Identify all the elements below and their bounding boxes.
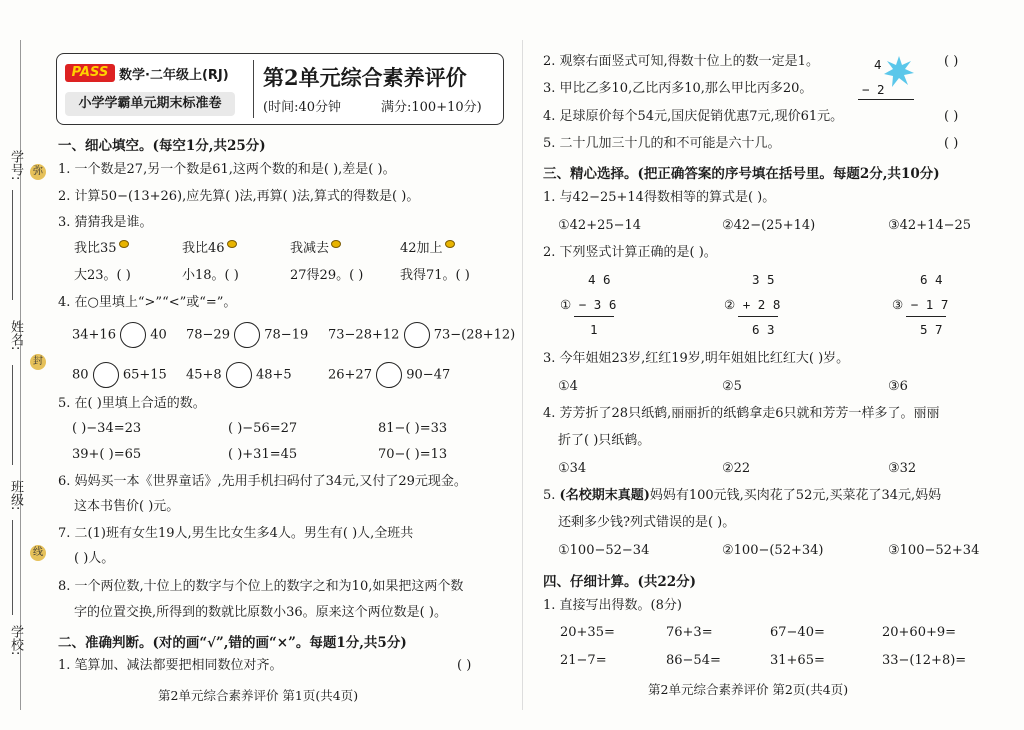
s3-q1-opt2[interactable]: ②42−(25+14) <box>722 218 816 233</box>
field-class[interactable] <box>12 520 13 615</box>
s1-q5-r1-c: 81−( )=33 <box>378 421 448 436</box>
s1-q4-r2-b: 45+8 48+5 <box>186 362 292 388</box>
s1-q6-line1: 6. 妈妈买一本《世界童话》,先用手机扫码付了34元,又付了29元现金。 <box>58 474 467 489</box>
s4-r2-b[interactable]: 86−54= <box>666 653 721 668</box>
s3-q3-opt1[interactable]: ①4 <box>558 379 578 394</box>
seal-xian: 线 <box>30 545 46 561</box>
label-school: 学校: <box>8 625 23 656</box>
section-1-title: 一、细心填空。(每空1分,共25分) <box>58 138 266 154</box>
calc-c-rule <box>906 316 946 317</box>
series-label: 小学学霸单元期末标准卷 <box>65 92 235 116</box>
seal-feng: 封 <box>30 354 46 370</box>
s4-r1-d[interactable]: 20+60+9= <box>882 625 957 640</box>
s1-q8-line2: 字的位置交换,所得到的数就比原数小36。原来这个两位数是( )。 <box>74 605 447 620</box>
s1-q4-r1-b: 78−29 78−19 <box>186 322 308 348</box>
subject-label: 数学·二年级上(RJ) <box>119 68 229 83</box>
calc-a-top: 4 6 <box>588 272 611 287</box>
vt-mid: − 2 <box>862 82 885 97</box>
s4-r2-d[interactable]: 33−(12+8)= <box>882 653 967 668</box>
s1-q3b-line2: 小18。( ) <box>182 268 239 283</box>
s3-q3: 3. 今年姐姐23岁,红红19岁,明年姐姐比红红大( )岁。 <box>543 351 850 366</box>
s1-q5-r2-b: ( )+31=45 <box>228 447 298 462</box>
bee-icon <box>119 240 129 248</box>
s3-q4-opt2[interactable]: ②22 <box>722 461 751 476</box>
s3-q4-line2: 折了( )只纸鹤。 <box>558 433 651 448</box>
s4-r1-c[interactable]: 67−40= <box>770 625 825 640</box>
s3-q4-opt3[interactable]: ③32 <box>888 461 917 476</box>
s3-q2: 2. 下列竖式计算正确的是( )。 <box>543 245 717 260</box>
section-3-title: 三、精心选择。(把正确答案的序号填在括号里。每题2分,共10分) <box>543 166 940 182</box>
calc-b-mid[interactable]: ② + 2 8 <box>724 297 781 312</box>
s1-q5-r1-b: ( )−56=27 <box>228 421 298 436</box>
label-name: 姓名: <box>8 320 23 351</box>
s2-q1: 1. 笔算加、减法都要把相同数位对齐。 <box>58 658 283 673</box>
s3-q1-opt3[interactable]: ③42+14−25 <box>888 218 972 233</box>
s2-q2-answer[interactable]: ( ) <box>944 54 959 69</box>
calc-c-result: 5 7 <box>920 322 943 337</box>
bee-icon <box>331 240 341 248</box>
compare-circle[interactable] <box>93 362 119 388</box>
exam-time: (时间:40分钟 <box>263 100 341 115</box>
s3-q5-opt1[interactable]: ①100−52−34 <box>558 543 650 558</box>
vt-top: 4 <box>874 57 882 72</box>
s2-q3: 3. 甲比乙多10,乙比丙多10,那么甲比丙多20。 <box>543 81 813 96</box>
section-4-title: 四、仔细计算。(共22分) <box>543 574 697 590</box>
s1-q7-line2: ( )人。 <box>74 551 115 566</box>
seal-mi: 弥 <box>30 164 46 180</box>
s1-q3a-line1: 我比35 <box>74 240 129 258</box>
calc-a-result: 1 <box>590 322 598 337</box>
s3-q4-opt1[interactable]: ①34 <box>558 461 587 476</box>
s1-q5-r2-c: 70−( )=13 <box>378 447 448 462</box>
exam-score: 满分:100+10分) <box>381 100 482 115</box>
calc-b-top: 3 5 <box>752 272 775 287</box>
bee-icon <box>445 240 455 248</box>
vt-rule <box>858 99 914 100</box>
section-2-title: 二、准确判断。(对的画“√”,错的画“×”。每题1分,共5分) <box>58 635 407 651</box>
s1-q4-r2-a: 80 65+15 <box>72 362 167 388</box>
s3-q4-line1: 4. 芳芳折了28只纸鹤,丽丽折的纸鹤拿走6只就和芳芳一样多了。丽丽 <box>543 406 940 421</box>
s1-q7-line1: 7. 二(1)班有女生19人,男生比女生多4人。男生有( )人,全班共 <box>58 526 414 541</box>
s1-q3b-line1: 我比46 <box>182 240 237 258</box>
s3-q5-opt3[interactable]: ③100−52+34 <box>888 543 980 558</box>
binding-line <box>20 40 21 710</box>
calc-b-rule <box>738 316 778 317</box>
calc-a-mid[interactable]: ① − 3 6 <box>560 297 617 312</box>
s3-q1: 1. 与42−25+14得数相等的算式是( )。 <box>543 190 776 205</box>
calc-c-top: 6 4 <box>920 272 943 287</box>
s1-q5-r1-a: ( )−34=23 <box>72 421 142 436</box>
s2-q4: 4. 足球原价每个54元,国庆促销优惠7元,现价61元。 <box>543 109 844 124</box>
s3-q5-line2: 还剩多少钱?列式错误的是( )。 <box>558 515 736 530</box>
compare-circle[interactable] <box>376 362 402 388</box>
s4-r2-a[interactable]: 21−7= <box>560 653 607 668</box>
footer-left: 第2单元综合素养评价 第1页(共4页) <box>158 688 359 703</box>
footer-right: 第2单元综合素养评价 第2页(共4页) <box>648 682 849 697</box>
s2-q5-answer[interactable]: ( ) <box>944 136 959 151</box>
famous-school-tag: (名校期末真题) <box>559 488 650 503</box>
label-student-id: 学号: <box>8 150 23 181</box>
bee-icon <box>227 240 237 248</box>
s1-q8-line1: 8. 一个两位数,十位上的数字与个位上的数字之和为10,如果把这两个数 <box>58 579 464 594</box>
s3-q5-opt2[interactable]: ②100−(52+34) <box>722 543 824 558</box>
s1-q4-r2-c: 26+27 90−47 <box>328 362 450 388</box>
s4-r1-a[interactable]: 20+35= <box>560 625 615 640</box>
calc-a-rule <box>574 316 614 317</box>
s4-r1-b[interactable]: 76+3= <box>666 625 713 640</box>
field-student-id[interactable] <box>12 190 13 300</box>
s2-q5: 5. 二十几加三十几的和不可能是六十几。 <box>543 136 781 151</box>
page-title: 第2单元综合素养评价 <box>263 65 467 90</box>
s3-q3-opt3[interactable]: ③6 <box>888 379 908 394</box>
header-divider <box>253 60 254 118</box>
s1-q4-r1-c: 73−28+12 73−(28+12) <box>328 322 515 348</box>
s3-q3-opt2[interactable]: ②5 <box>722 379 742 394</box>
s1-q3d-line1: 42加上 <box>400 240 455 258</box>
s4-r2-c[interactable]: 31+65= <box>770 653 825 668</box>
s3-q1-opt1[interactable]: ①42+25−14 <box>558 218 642 233</box>
compare-circle[interactable] <box>234 322 260 348</box>
s1-q3c-line2: 27得29。( ) <box>290 268 364 283</box>
s1-q3: 3. 猜猜我是谁。 <box>58 215 153 230</box>
pass-logo: PASS <box>65 64 115 82</box>
s1-q5-r2-a: 39+( )=65 <box>72 447 142 462</box>
compare-circle[interactable] <box>404 322 430 348</box>
calc-c-mid[interactable]: ③ − 1 7 <box>892 297 949 312</box>
s3-q5-line1: 5. (名校期末真题)妈妈有100元钱,买肉花了52元,买菜花了34元,妈妈 <box>543 488 942 503</box>
s1-q4: 4. 在○里填上“>”“<”或“=”。 <box>58 295 237 310</box>
s1-q6-line2: 这本书售价( )元。 <box>74 499 180 514</box>
s2-q1-answer[interactable]: ( ) <box>457 658 472 673</box>
s2-q2: 2. 观察右面竖式可知,得数十位上的数一定是1。 <box>543 54 819 69</box>
s1-q3c-line1: 我减去 <box>290 240 341 258</box>
label-class: 班级: <box>8 480 23 511</box>
compare-circle[interactable] <box>226 362 252 388</box>
compare-circle[interactable] <box>120 322 146 348</box>
s1-q3a-line2: 大23。( ) <box>74 268 131 283</box>
s2-q4-answer[interactable]: ( ) <box>944 109 959 124</box>
splat-icon <box>884 56 914 88</box>
calc-b-result: 6 3 <box>752 322 775 337</box>
field-name[interactable] <box>12 365 13 465</box>
s4-q1: 1. 直接写出得数。(8分) <box>543 598 682 613</box>
s1-q3d-line2: 我得71。( ) <box>400 268 470 283</box>
s1-q5: 5. 在( )里填上合适的数。 <box>58 396 206 411</box>
s1-q1: 1. 一个数是27,另一个数是61,这两个数的和是( ),差是( )。 <box>58 162 396 177</box>
s1-q4-r1-a: 34+16 40 <box>72 322 167 348</box>
header-box <box>56 53 504 125</box>
s1-q2: 2. 计算50−(13+26),应先算( )法,再算( )法,算式的得数是( )。 <box>58 189 420 204</box>
page-divider <box>522 40 523 710</box>
